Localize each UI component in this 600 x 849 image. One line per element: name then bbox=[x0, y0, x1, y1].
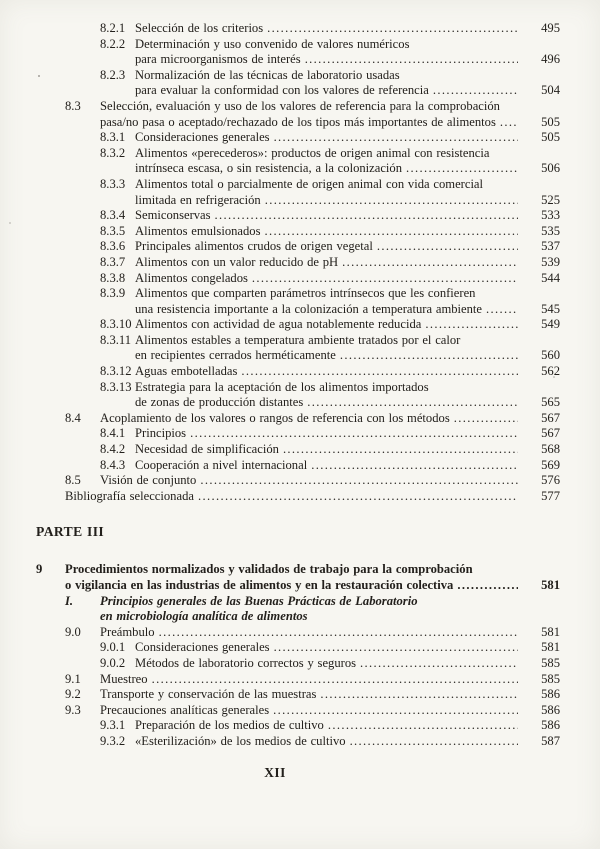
toc-entry-line bbox=[65, 473, 560, 489]
toc-entry-line bbox=[65, 411, 560, 427]
entry-title: Principios bbox=[135, 426, 187, 441]
entry-title: Semiconservas bbox=[135, 208, 211, 223]
entry-page-number: 544 bbox=[541, 270, 560, 285]
toc-entry-line bbox=[100, 130, 560, 146]
entry-title: en microbiología analítica de alimentos bbox=[100, 609, 308, 624]
entry-number: 8.3.1 bbox=[100, 130, 126, 145]
entry-title: Preparación de los medios de cultivo bbox=[135, 718, 324, 733]
entry-title: Alimentos total o parcialmente de origen animal con vida comercial bbox=[135, 176, 484, 191]
entry-page-number: 576 bbox=[541, 473, 560, 488]
dot-leader bbox=[311, 458, 518, 474]
toc-entry-line bbox=[100, 21, 560, 37]
entry-page-number: 581 bbox=[541, 640, 560, 655]
dot-leader bbox=[500, 115, 518, 131]
entry-title: Precauciones analíticas generales bbox=[100, 702, 270, 717]
entry-page-number: 549 bbox=[541, 317, 560, 332]
toc-entry-line bbox=[100, 426, 560, 442]
entry-title: Visión de conjunto bbox=[100, 473, 197, 488]
entry-title: Cooperación a nivel internacional bbox=[135, 457, 308, 472]
toc-entry bbox=[36, 718, 560, 734]
entry-title: Aguas embotelladas bbox=[135, 364, 238, 379]
toc-entry-line bbox=[100, 255, 560, 271]
dot-leader bbox=[274, 640, 518, 656]
entry-title: Acoplamiento de los valores o rangos de referencia con los métodos bbox=[100, 410, 450, 425]
entry-page-number: 545 bbox=[541, 301, 560, 316]
toc-entry-line bbox=[100, 640, 560, 656]
entry-title: en recipientes cerrados herméticamente bbox=[135, 348, 336, 363]
toc-entry-line bbox=[65, 99, 560, 115]
entry-title: Preámbulo bbox=[100, 624, 155, 639]
entry-number: 8.3.10 bbox=[100, 317, 132, 332]
toc-entry bbox=[36, 37, 560, 68]
scan-speck bbox=[38, 75, 40, 77]
entry-title: Muestreo bbox=[100, 671, 148, 686]
dot-leader bbox=[425, 317, 518, 333]
entry-number: 8.3 bbox=[65, 98, 81, 113]
dot-leader bbox=[265, 224, 518, 240]
toc-entry-line bbox=[100, 224, 560, 240]
entry-number: 8.3.13 bbox=[100, 379, 132, 394]
entry-page-number: 587 bbox=[541, 733, 560, 748]
dot-leader bbox=[267, 21, 518, 37]
toc-entry-line bbox=[100, 380, 560, 396]
toc-entry bbox=[36, 271, 560, 287]
entry-number: 8.3.8 bbox=[100, 270, 126, 285]
toc-entry-line bbox=[100, 208, 560, 224]
entry-page-number: 586 bbox=[541, 687, 560, 702]
dot-leader bbox=[342, 255, 518, 271]
toc-entry bbox=[36, 68, 560, 99]
toc-entry bbox=[36, 146, 560, 177]
toc-entry-line bbox=[65, 609, 560, 625]
toc-entry bbox=[36, 208, 560, 224]
toc-entry bbox=[36, 489, 560, 505]
toc-entry bbox=[36, 130, 560, 146]
toc-entry-line bbox=[100, 395, 560, 411]
entry-title: limitada en refrigeración bbox=[135, 192, 261, 207]
entry-page-number: 506 bbox=[541, 161, 560, 176]
toc-entry bbox=[36, 473, 560, 489]
toc-entry bbox=[36, 672, 560, 688]
entry-number: 8.2.1 bbox=[100, 21, 126, 35]
toc-entry bbox=[36, 703, 560, 719]
dot-leader bbox=[433, 83, 518, 99]
entry-title: para microorganismos de interés bbox=[135, 52, 301, 67]
entry-page-number: 581 bbox=[541, 624, 560, 639]
entry-page-number: 537 bbox=[541, 239, 560, 254]
toc-entry bbox=[36, 177, 560, 208]
dot-leader bbox=[273, 703, 518, 719]
dot-leader bbox=[307, 395, 518, 411]
entry-page-number: 585 bbox=[541, 655, 560, 670]
entry-page-number: 567 bbox=[541, 426, 560, 441]
dot-leader bbox=[360, 656, 518, 672]
entry-title: Bibliografía seleccionada bbox=[65, 488, 194, 503]
entry-page-number: 539 bbox=[541, 254, 560, 269]
dot-leader bbox=[274, 130, 518, 146]
dot-leader bbox=[328, 718, 518, 734]
dot-leader bbox=[241, 364, 518, 380]
toc-section-part2 bbox=[36, 21, 560, 504]
entry-page-number: 525 bbox=[541, 192, 560, 207]
toc-entry bbox=[36, 224, 560, 240]
entry-title: Estrategia para la aceptación de los alimentos importados bbox=[135, 379, 429, 394]
dot-leader bbox=[200, 473, 518, 489]
entry-title: Necesidad de simplificación bbox=[135, 442, 279, 457]
toc-entry-line bbox=[100, 302, 560, 318]
entry-number: 8.3.5 bbox=[100, 223, 126, 238]
toc-entry-line bbox=[100, 442, 560, 458]
toc-entry bbox=[36, 640, 560, 656]
entry-number: 8.2.3 bbox=[100, 67, 126, 82]
toc-entry bbox=[36, 687, 560, 703]
toc-entry-line bbox=[100, 333, 560, 349]
toc-entry-line bbox=[65, 115, 560, 131]
dot-leader bbox=[340, 348, 518, 364]
entry-number: 9.3.2 bbox=[100, 733, 126, 748]
entry-title: Alimentos que comparten parámetros intrínsecos que les confieren bbox=[135, 286, 476, 301]
toc-entry-line bbox=[65, 625, 560, 641]
toc-entry bbox=[36, 255, 560, 271]
toc-entry bbox=[36, 21, 560, 37]
page-number-footer bbox=[13, 765, 537, 781]
entry-page-number: 581 bbox=[541, 578, 560, 592]
entry-number: 9.3 bbox=[65, 702, 81, 717]
dot-leader bbox=[152, 672, 518, 688]
entry-number: 8.3.11 bbox=[100, 332, 132, 347]
dot-leader bbox=[350, 734, 518, 750]
toc-entry bbox=[36, 594, 560, 625]
toc-entry-line bbox=[100, 239, 560, 255]
entry-page-number: 569 bbox=[541, 457, 560, 472]
entry-number: 8.3.12 bbox=[100, 364, 132, 379]
entry-number: 9.2 bbox=[65, 687, 81, 702]
entry-page-number: 533 bbox=[541, 208, 560, 223]
toc-entry-line bbox=[100, 161, 560, 177]
toc-entry-line bbox=[36, 562, 560, 578]
toc-entry-line bbox=[65, 703, 560, 719]
entry-number: 9.0 bbox=[65, 624, 81, 639]
dot-leader bbox=[457, 578, 518, 594]
entry-number: 8.3.3 bbox=[100, 176, 126, 191]
entry-number: 9.0.2 bbox=[100, 655, 126, 670]
entry-page-number: 505 bbox=[541, 114, 560, 129]
entry-page-number: 495 bbox=[541, 21, 560, 35]
entry-title: Principios generales de las Buenas Prácticas de Laboratorio bbox=[100, 593, 418, 608]
entry-page-number: 586 bbox=[541, 702, 560, 717]
dot-leader bbox=[454, 411, 518, 427]
toc-entry-line bbox=[100, 656, 560, 672]
entry-page-number: 496 bbox=[541, 52, 560, 67]
toc-entry-line bbox=[100, 348, 560, 364]
entry-number: 8.4.3 bbox=[100, 457, 126, 472]
entry-title: o vigilancia en las industrias de alimentos y en la restauración colectiva bbox=[65, 578, 454, 592]
toc-entry bbox=[36, 656, 560, 672]
toc-entry-line bbox=[65, 672, 560, 688]
toc-entry bbox=[36, 562, 560, 593]
entry-number: 8.5 bbox=[65, 473, 81, 488]
toc-entry bbox=[36, 426, 560, 442]
toc-entry bbox=[36, 380, 560, 411]
entry-title: Normalización de las técnicas de laboratorio usadas bbox=[135, 67, 400, 82]
entry-title: Consideraciones generales bbox=[135, 130, 270, 145]
toc-entry-line bbox=[65, 489, 560, 505]
toc-entry bbox=[36, 442, 560, 458]
entry-number: I. bbox=[65, 593, 74, 608]
entry-title: para evaluar la conformidad con los valores de referencia bbox=[135, 83, 429, 98]
entry-page-number: 586 bbox=[541, 718, 560, 733]
entry-number: 9.3.1 bbox=[100, 718, 126, 733]
entry-title: Métodos de laboratorio correctos y seguros bbox=[135, 655, 357, 670]
toc-entry-line bbox=[100, 177, 560, 193]
toc-entry-line bbox=[100, 718, 560, 734]
entry-number: 8.3.9 bbox=[100, 286, 126, 301]
entry-title: Principales alimentos crudos de origen vegetal bbox=[135, 239, 373, 254]
entry-number: 9 bbox=[36, 562, 43, 577]
toc-entry bbox=[36, 317, 560, 333]
part-heading: PARTE III bbox=[36, 524, 105, 540]
toc-entry-line bbox=[100, 52, 560, 68]
entry-title: Alimentos emulsionados bbox=[135, 223, 261, 238]
entry-number: 8.4.2 bbox=[100, 442, 126, 457]
entry-page-number: 504 bbox=[541, 83, 560, 98]
toc-entry bbox=[36, 333, 560, 364]
dot-leader bbox=[320, 687, 518, 703]
dot-leader bbox=[190, 426, 518, 442]
entry-number: 8.4 bbox=[65, 410, 81, 425]
dot-leader bbox=[198, 489, 518, 505]
toc-entry-line bbox=[100, 271, 560, 287]
toc-entry bbox=[36, 458, 560, 474]
entry-title: Alimentos estables a temperatura ambiente tratados por el calor bbox=[135, 332, 461, 347]
dot-leader bbox=[159, 625, 518, 641]
toc-entry bbox=[36, 239, 560, 255]
entry-number: 9.1 bbox=[65, 671, 81, 686]
entry-number: 8.2.2 bbox=[100, 36, 126, 51]
toc-entry-line bbox=[100, 286, 560, 302]
entry-page-number: 562 bbox=[541, 364, 560, 379]
toc-entry-line bbox=[65, 594, 560, 610]
scan-speck bbox=[553, 376, 555, 378]
entry-title: Alimentos «perecederos»: productos de origen animal con resistencia bbox=[135, 145, 490, 160]
entry-number: 9.0.1 bbox=[100, 640, 126, 655]
entry-title: Procedimientos normalizados y validados de trabajo para la comprobación bbox=[65, 562, 473, 577]
dot-leader bbox=[305, 52, 518, 68]
entry-page-number: 560 bbox=[541, 348, 560, 363]
toc-entry-line bbox=[100, 734, 560, 750]
entry-title: Transporte y conservación de las muestras bbox=[100, 687, 317, 702]
entry-page-number: 585 bbox=[541, 671, 560, 686]
toc-entry bbox=[36, 625, 560, 641]
entry-number: 8.3.4 bbox=[100, 208, 126, 223]
toc-entry bbox=[36, 99, 560, 130]
page-number-label: XII bbox=[264, 764, 286, 780]
toc-entry-line bbox=[100, 83, 560, 99]
toc-entry-line bbox=[100, 317, 560, 333]
entry-title: una resistencia importante a la colonización a temperatura ambiente bbox=[135, 301, 483, 316]
dot-leader bbox=[486, 302, 518, 318]
toc-entry-line bbox=[100, 364, 560, 380]
toc-entry bbox=[36, 411, 560, 427]
entry-title: «Esterilización» de los medios de cultivo bbox=[135, 733, 346, 748]
dot-leader bbox=[406, 161, 518, 177]
entry-page-number: 567 bbox=[541, 410, 560, 425]
toc-entry bbox=[36, 734, 560, 750]
entry-number: 8.3.6 bbox=[100, 239, 126, 254]
toc-entry bbox=[36, 364, 560, 380]
dot-leader bbox=[265, 193, 518, 209]
dot-leader bbox=[215, 208, 518, 224]
entry-number: 8.3.7 bbox=[100, 254, 126, 269]
entry-title: Consideraciones generales bbox=[135, 640, 270, 655]
dot-leader bbox=[252, 271, 518, 287]
entry-title: pasa/no pasa o aceptado/rechazado de los tipos más importantes de alimentos bbox=[100, 114, 496, 129]
entry-page-number: 565 bbox=[541, 395, 560, 410]
entry-number: 8.4.1 bbox=[100, 426, 126, 441]
entry-page-number: 535 bbox=[541, 223, 560, 238]
entry-page-number: 568 bbox=[541, 442, 560, 457]
entry-title: Determinación y uso convenido de valores numéricos bbox=[135, 36, 410, 51]
dot-leader bbox=[377, 239, 518, 255]
entry-title: Selección de los criterios bbox=[135, 21, 264, 35]
entry-title: Selección, evaluación y uso de los valores de referencia para la comprobación bbox=[100, 98, 500, 113]
entry-title: de zonas de producción distantes bbox=[135, 395, 304, 410]
toc-section-part3 bbox=[36, 562, 560, 749]
entry-number: 8.3.2 bbox=[100, 145, 126, 160]
toc-entry-line bbox=[100, 68, 560, 84]
toc-entry-line bbox=[100, 146, 560, 162]
entry-page-number: 577 bbox=[541, 488, 560, 503]
toc-entry-line bbox=[36, 578, 560, 594]
toc-entry-line bbox=[100, 193, 560, 209]
toc-entry bbox=[36, 286, 560, 317]
entry-title: Alimentos con un valor reducido de pH bbox=[135, 254, 339, 269]
dot-leader bbox=[283, 442, 518, 458]
entry-title: Alimentos congelados bbox=[135, 270, 248, 285]
entry-page-number: 505 bbox=[541, 130, 560, 145]
entry-title: Alimentos con actividad de agua notablemente reducida bbox=[135, 317, 422, 332]
scan-speck bbox=[9, 222, 11, 224]
toc-entry-line bbox=[100, 37, 560, 53]
toc-entry-line bbox=[100, 458, 560, 474]
entry-title: intrínseca escasa, o sin resistencia, a la colonización bbox=[135, 161, 403, 176]
toc-entry-line bbox=[65, 687, 560, 703]
